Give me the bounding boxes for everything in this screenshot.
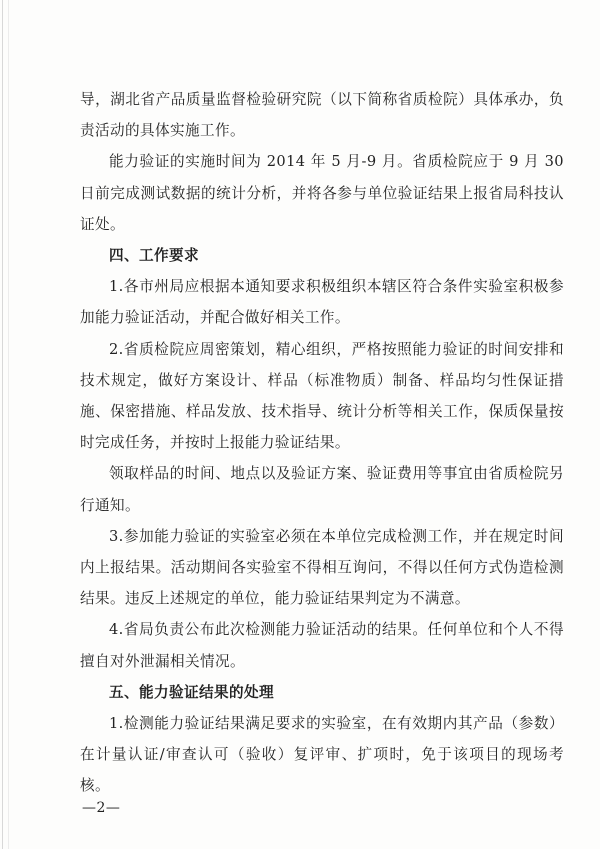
paragraph-continuation: 导，湖北省产品质量监督检验研究院（以下简称省质检院）具体承办，负责活动的具体实施工作。	[80, 91, 564, 140]
paragraph-requirement-4: 4.省局负责公布此次检测能力验证活动的结果。任何单位和个人不得擅自对外泄漏相关情况。	[80, 621, 564, 670]
document-body	[80, 84, 564, 802]
paragraph-result-1: 1.检测能力验证结果满足要求的实验室，在有效期内其产品（参数）在计量认证/审查认可（验收）复评审、扩项时，免于该项目的现场考核。	[80, 715, 564, 795]
section-heading-work-requirements: 四、工作要求	[109, 247, 199, 265]
paragraph-requirement-1: 1.各市州局应根据本通知要求积极组织本辖区符合条件实验室积极参加能力验证活动，并配合做好相关工作。	[80, 278, 564, 327]
page-number: —2—	[82, 800, 121, 816]
section-heading-result-handling: 五、能力验证结果的处理	[109, 683, 274, 701]
page-edge-line	[2, 0, 3, 849]
paragraph-sample-collection: 领取样品的时间、地点以及验证方案、验证费用等事宜由省质检院另行通知。	[80, 465, 564, 514]
paragraph-schedule: 能力验证的实施时间为 2014 年 5 月-9 月。省质检院应于 9 月 30 日前完成测试数据的统计分析，并将各参与单位验证结果上报省局科技认证处。	[80, 153, 564, 233]
paragraph-requirement-2: 2.省质检院应周密策划，精心组织，严格按照能力验证的时间安排和技术规定，做好方案设计、样品（标准物质）制备、样品均匀性保证措施、保密措施、样品发放、技术指导、统计分析等相关工作，保质保量按时完成任务，并按时上报能力验证结果。	[80, 340, 564, 452]
page-edge-line-inner	[8, 0, 9, 849]
paragraph-requirement-3: 3.参加能力验证的实验室必须在本单位完成检测工作，并在规定时间内上报结果。活动期间各实验室不得相互询问，不得以任何方式伪造检测结果。违反上述规定的单位，能力验证结果判定为不满意。	[80, 527, 564, 608]
